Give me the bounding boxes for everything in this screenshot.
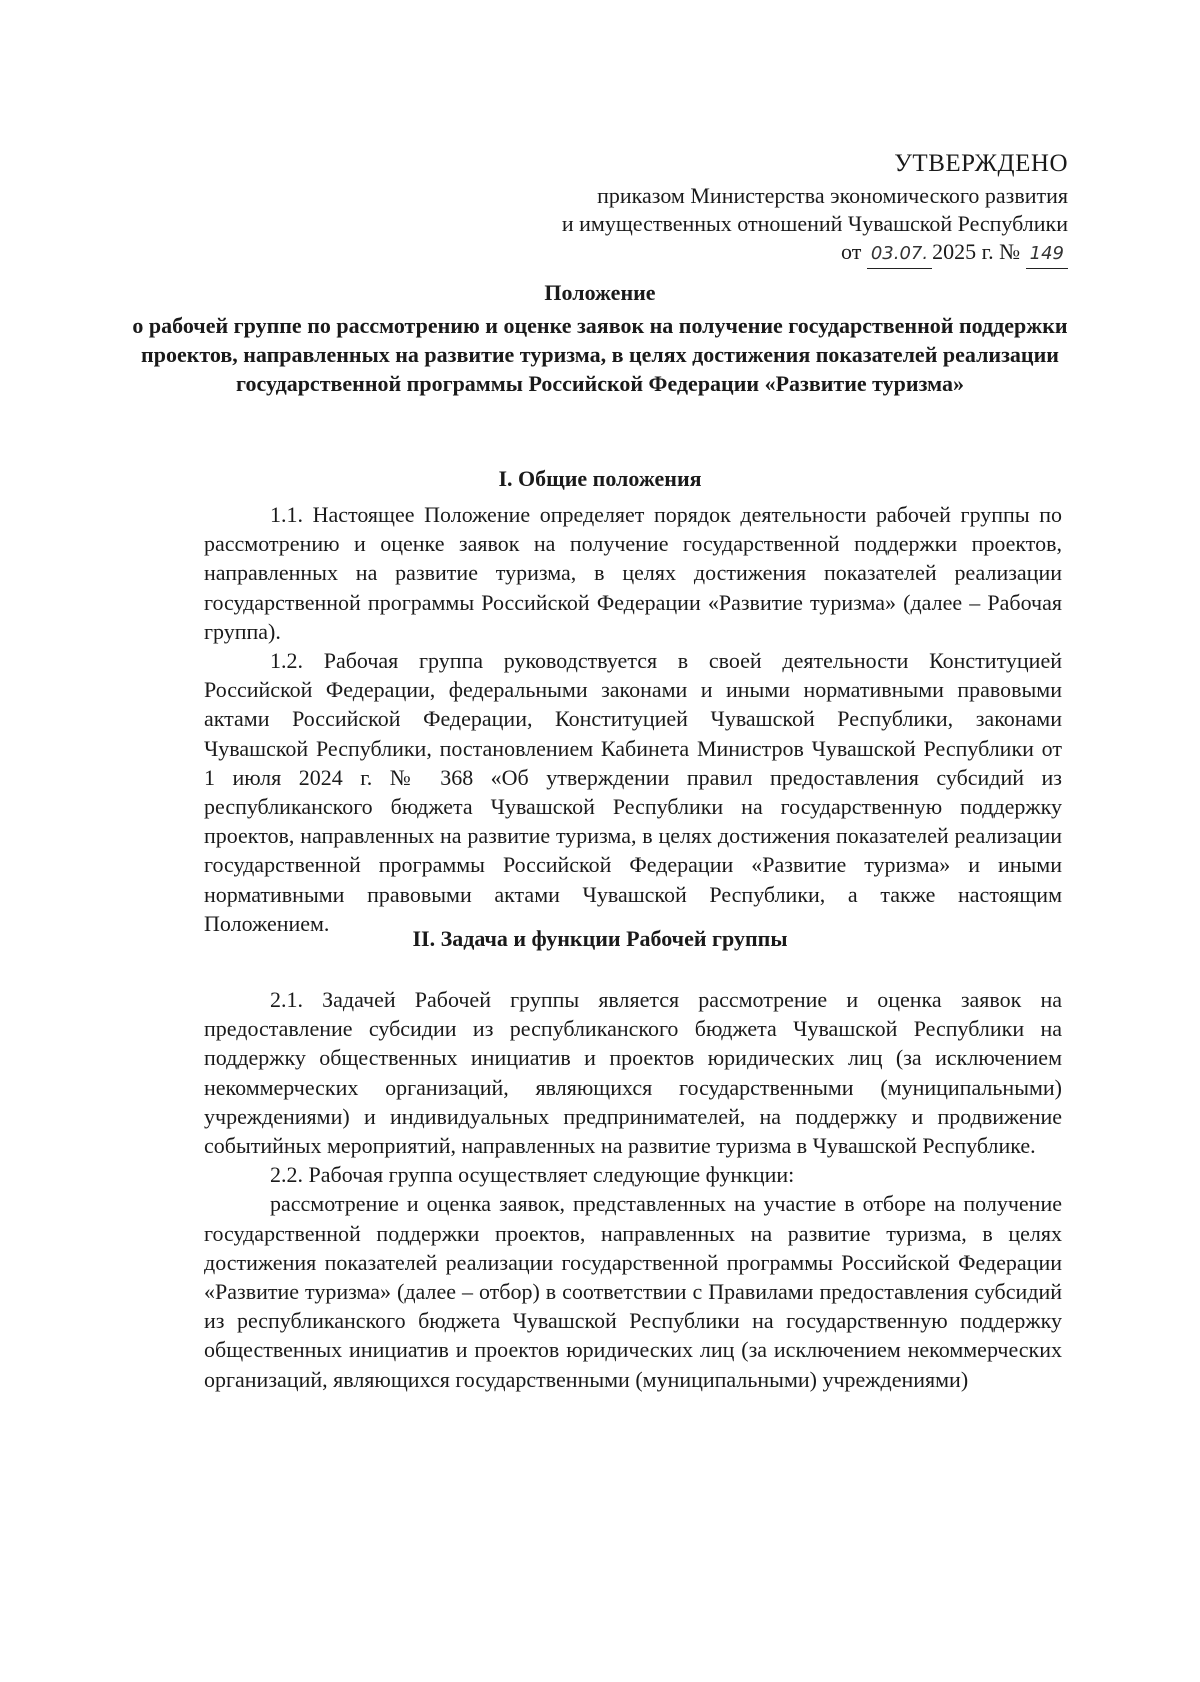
approval-order-line-1: приказом Министерства экономического развития — [597, 183, 1068, 208]
paragraph-2-2-item: рассмотрение и оценка заявок, представленных на участие в отборе на получение государственной поддержки проектов, направленных на развитие туризма, в целях достижения показателей реализации государственной программы Российской Федерации «Развитие туризма» (далее – отбор) в соответствии с Правилами предоставления субсидий из республиканского бюджета Чувашской Республики на государственную поддержку общественных инициатив и проектов юридических лиц (за исключением некоммерческих организаций, являющихся государственными (муниципальными) учреждениями) — [204, 1191, 1062, 1392]
section-2-heading: II. Задача и функции Рабочей группы — [412, 926, 788, 951]
handwritten-order-number: 149 — [1026, 240, 1068, 269]
section-2-body — [204, 985, 1062, 1394]
document-title — [120, 278, 1080, 398]
approved-label: УТВЕРЖДЕНО — [894, 150, 1068, 177]
handwritten-date: 03.07. — [867, 240, 932, 269]
paragraph-1-1: 1.1. Настоящее Положение определяет порядок деятельности рабочей группы по рассмотрению и оценке заявок на получение государственной поддержки проектов, направленных на развитие туризма, в целях достижения показателей реализации государственной программы Российской Федерации «Развитие туризма» (далее – Рабочая группа). — [204, 502, 1062, 644]
section-1-body — [204, 500, 1062, 938]
document-subtitle: о рабочей группе по рассмотрению и оценке заявок на получение государственной поддержки проектов, направленных на развитие туризма, в целях достижения показателей реализации государственной программы Российской Федерации «Развитие туризма» — [132, 313, 1068, 396]
date-prefix: от — [841, 239, 862, 264]
order-year: 2025 г. № — [932, 239, 1021, 264]
approval-stamp — [562, 150, 1068, 269]
paragraph-1-2: 1.2. Рабочая группа руководствуется в своей деятельности Конституцией Российской Федерации, федеральными законами и иными нормативными правовыми актами Российской Федерации, Конституцией Чувашской Республики, законами Чувашской Республики, постановлением Кабинета Министров Чувашской Республики от 1 июля 2024 г. № 368 «Об утверждении правил предоставления субсидий из республиканского бюджета Чувашской Республики на государственную поддержку проектов, направленных на развитие туризма, в целях достижения показателей реализации государственной программы Российской Федерации «Развитие туризма» и иными нормативными правовыми актами Чувашской Республики, а также настоящим Положением. — [204, 648, 1062, 936]
document-heading: Положение — [544, 280, 656, 305]
paragraph-2-2: 2.2. Рабочая группа осуществляет следующие функции: — [270, 1162, 795, 1188]
paragraph-2-1: 2.1. Задачей Рабочей группы является рассмотрение и оценка заявок на предоставление субсидии из республиканского бюджета Чувашской Республики на поддержку общественных инициатив и проектов юридических лиц (за исключением некоммерческих организаций, являющихся государственными (муниципальными) учреждениями) и индивидуальных предпринимателей, на поддержку и продвижение событийных мероприятий, направленных на развитие туризма в Чувашской Республике. — [204, 987, 1062, 1159]
approval-date-line — [562, 238, 1068, 269]
section-1-heading: I. Общие положения — [498, 466, 702, 491]
approval-order-line-2: и имущественных отношений Чувашской Республики — [561, 211, 1068, 236]
